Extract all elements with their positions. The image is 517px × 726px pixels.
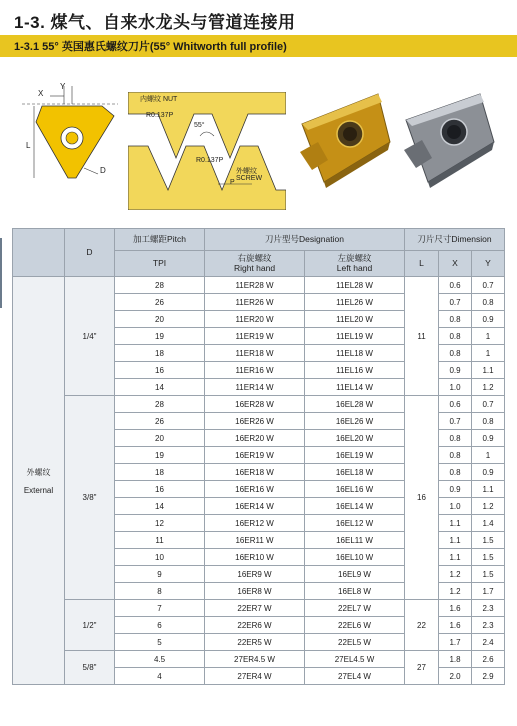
type-label-cn: 外螺纹 xyxy=(26,467,51,477)
tpi-cell: 10 xyxy=(115,549,205,566)
left-hand-cell: 16EL26 W xyxy=(305,413,405,430)
y-cell: 0.9 xyxy=(472,430,505,447)
header-d: D xyxy=(65,229,115,277)
y-cell: 2.3 xyxy=(472,600,505,617)
tpi-cell: 9 xyxy=(115,566,205,583)
left-hand-cell: 27EL4.5 W xyxy=(305,651,405,668)
right-hand-cell: 16ER11 W xyxy=(205,532,305,549)
right-hand-cell: 11ER16 W xyxy=(205,362,305,379)
y-cell: 0.8 xyxy=(472,294,505,311)
length-cell: 16 xyxy=(405,396,439,600)
diameter-cell: 5/8" xyxy=(65,651,115,685)
length-cell: 22 xyxy=(405,600,439,651)
tpi-cell: 14 xyxy=(115,379,205,396)
table-row xyxy=(13,651,505,668)
spec-table xyxy=(12,228,505,685)
y-cell: 0.7 xyxy=(472,396,505,413)
section-band xyxy=(0,35,517,57)
radius-top-label: R0.137P xyxy=(146,112,174,119)
x-cell: 1.7 xyxy=(439,634,472,651)
header-left-cn: 左旋螺纹 xyxy=(337,253,372,264)
left-hand-cell: 11EL26 W xyxy=(305,294,405,311)
dim-label-x: X xyxy=(38,89,44,98)
grey-insert-image xyxy=(400,90,500,190)
header-pitch: 加工螺距Pitch xyxy=(115,229,205,251)
right-hand-cell: 11ER14 W xyxy=(205,379,305,396)
y-cell: 1.5 xyxy=(472,566,505,583)
x-cell: 1.0 xyxy=(439,379,472,396)
y-cell: 1.2 xyxy=(472,379,505,396)
tpi-cell: 28 xyxy=(115,396,205,413)
header-dimension: 刀片尺寸Dimension xyxy=(405,229,505,251)
header-x: X xyxy=(439,251,472,277)
header-right-hand xyxy=(205,251,305,277)
y-cell: 0.9 xyxy=(472,464,505,481)
x-cell: 1.6 xyxy=(439,617,472,634)
left-hand-cell: 11EL28 W xyxy=(305,277,405,294)
left-hand-cell: 16EL10 W xyxy=(305,549,405,566)
gold-insert-image xyxy=(294,90,394,190)
radius-bottom-label: R0.137P xyxy=(196,157,224,164)
dim-label-d: D xyxy=(100,166,106,175)
table-row xyxy=(13,277,505,294)
x-cell: 0.8 xyxy=(439,430,472,447)
side-tab-marker xyxy=(0,238,2,308)
header-y: Y xyxy=(472,251,505,277)
y-cell: 1 xyxy=(472,447,505,464)
right-hand-cell: 16ER10 W xyxy=(205,549,305,566)
right-hand-cell: 16ER8 W xyxy=(205,583,305,600)
y-cell: 1.5 xyxy=(472,549,505,566)
x-cell: 0.8 xyxy=(439,328,472,345)
type-label-en: External xyxy=(23,485,54,495)
tpi-cell: 11 xyxy=(115,532,205,549)
tpi-cell: 4 xyxy=(115,668,205,685)
header-type-blank xyxy=(13,229,65,277)
left-hand-cell: 16EL11 W xyxy=(305,532,405,549)
x-cell: 1.2 xyxy=(439,566,472,583)
tpi-cell: 4.5 xyxy=(115,651,205,668)
tpi-cell: 26 xyxy=(115,294,205,311)
tpi-cell: 26 xyxy=(115,413,205,430)
left-hand-cell: 27EL4 W xyxy=(305,668,405,685)
tpi-cell: 28 xyxy=(115,277,205,294)
x-cell: 1.1 xyxy=(439,515,472,532)
right-hand-cell: 11ER18 W xyxy=(205,345,305,362)
right-hand-cell: 16ER9 W xyxy=(205,566,305,583)
right-hand-cell: 16ER26 W xyxy=(205,413,305,430)
header-l: L xyxy=(405,251,439,277)
x-cell: 0.8 xyxy=(439,447,472,464)
nut-label: 内螺纹 NUT xyxy=(140,96,178,103)
x-cell: 1.0 xyxy=(439,498,472,515)
y-cell: 1.1 xyxy=(472,362,505,379)
right-hand-cell: 16ER16 W xyxy=(205,481,305,498)
left-hand-cell: 16EL8 W xyxy=(305,583,405,600)
left-hand-cell: 16EL12 W xyxy=(305,515,405,532)
x-cell: 1.8 xyxy=(439,651,472,668)
right-hand-cell: 27ER4.5 W xyxy=(205,651,305,668)
left-hand-cell: 11EL20 W xyxy=(305,311,405,328)
tpi-cell: 6 xyxy=(115,617,205,634)
header-right-cn: 右旋螺纹 xyxy=(237,253,272,264)
left-hand-cell: 16EL28 W xyxy=(305,396,405,413)
page-title: 1-3. 煤气、自来水龙头与管道连接用 xyxy=(14,13,296,32)
diameter-cell: 1/4" xyxy=(65,277,115,396)
screw-label-en: SCREW xyxy=(236,175,263,182)
tpi-cell: 19 xyxy=(115,447,205,464)
length-cell: 27 xyxy=(405,651,439,685)
right-hand-cell: 16ER18 W xyxy=(205,464,305,481)
tpi-cell: 14 xyxy=(115,498,205,515)
right-hand-cell: 27ER4 W xyxy=(205,668,305,685)
tpi-cell: 12 xyxy=(115,515,205,532)
right-hand-cell: 16ER19 W xyxy=(205,447,305,464)
angle-label: 55° xyxy=(194,122,205,129)
dim-label-y: Y xyxy=(60,82,66,91)
tpi-cell: 20 xyxy=(115,430,205,447)
tpi-cell: 16 xyxy=(115,362,205,379)
left-hand-cell: 11EL14 W xyxy=(305,379,405,396)
right-hand-cell: 11ER19 W xyxy=(205,328,305,345)
right-hand-cell: 16ER14 W xyxy=(205,498,305,515)
right-hand-cell: 22ER5 W xyxy=(205,634,305,651)
x-cell: 0.7 xyxy=(439,413,472,430)
y-cell: 2.6 xyxy=(472,651,505,668)
tpi-cell: 8 xyxy=(115,583,205,600)
diameter-cell: 1/2" xyxy=(65,600,115,651)
x-cell: 0.8 xyxy=(439,345,472,362)
left-hand-cell: 16EL18 W xyxy=(305,464,405,481)
x-cell: 0.8 xyxy=(439,311,472,328)
left-hand-cell: 16EL16 W xyxy=(305,481,405,498)
y-cell: 1.5 xyxy=(472,532,505,549)
right-hand-cell: 22ER6 W xyxy=(205,617,305,634)
tpi-cell: 16 xyxy=(115,481,205,498)
right-hand-cell: 11ER20 W xyxy=(205,311,305,328)
right-hand-cell: 11ER28 W xyxy=(205,277,305,294)
tpi-cell: 18 xyxy=(115,464,205,481)
x-cell: 0.6 xyxy=(439,396,472,413)
y-cell: 1 xyxy=(472,345,505,362)
x-cell: 0.6 xyxy=(439,277,472,294)
x-cell: 0.8 xyxy=(439,464,472,481)
y-cell: 1.4 xyxy=(472,515,505,532)
section-subtitle: 1-3.1 55° 英国惠氏螺纹刀片(55° Whitworth full profile) xyxy=(14,41,287,53)
x-cell: 0.7 xyxy=(439,294,472,311)
left-hand-cell: 11EL19 W xyxy=(305,328,405,345)
x-cell: 1.1 xyxy=(439,532,472,549)
figure-area xyxy=(0,62,517,212)
x-cell: 0.9 xyxy=(439,362,472,379)
insert-dimension-drawing xyxy=(14,82,124,192)
x-cell: 1.1 xyxy=(439,549,472,566)
left-hand-cell: 11EL16 W xyxy=(305,362,405,379)
x-cell: 1.6 xyxy=(439,600,472,617)
left-hand-cell: 11EL18 W xyxy=(305,345,405,362)
tpi-cell: 7 xyxy=(115,600,205,617)
y-cell: 1.7 xyxy=(472,583,505,600)
tpi-cell: 20 xyxy=(115,311,205,328)
table-row xyxy=(13,600,505,617)
diameter-cell: 3/8" xyxy=(65,396,115,600)
length-cell: 11 xyxy=(405,277,439,396)
y-cell: 2.4 xyxy=(472,634,505,651)
left-hand-cell: 16EL14 W xyxy=(305,498,405,515)
header-designation: 刀片型号Designation xyxy=(205,229,405,251)
header-tpi: TPI xyxy=(115,251,205,277)
right-hand-cell: 16ER12 W xyxy=(205,515,305,532)
thread-profile-drawing xyxy=(128,92,286,210)
left-hand-cell: 22EL5 W xyxy=(305,634,405,651)
type-cell xyxy=(13,277,65,685)
pitch-label: P xyxy=(230,179,235,186)
y-cell: 1 xyxy=(472,328,505,345)
left-hand-cell: 22EL6 W xyxy=(305,617,405,634)
tpi-cell: 5 xyxy=(115,634,205,651)
x-cell: 0.9 xyxy=(439,481,472,498)
tpi-cell: 19 xyxy=(115,328,205,345)
left-hand-cell: 16EL19 W xyxy=(305,447,405,464)
tpi-cell: 18 xyxy=(115,345,205,362)
spec-table-wrap xyxy=(12,228,504,685)
y-cell: 2.3 xyxy=(472,617,505,634)
x-cell: 2.0 xyxy=(439,668,472,685)
y-cell: 0.8 xyxy=(472,413,505,430)
dim-label-l: L xyxy=(26,141,31,150)
right-hand-cell: 16ER20 W xyxy=(205,430,305,447)
left-hand-cell: 16EL20 W xyxy=(305,430,405,447)
right-hand-cell: 16ER28 W xyxy=(205,396,305,413)
header-right-en: Right hand xyxy=(233,262,276,273)
y-cell: 1.2 xyxy=(472,498,505,515)
header-left-en: Left hand xyxy=(336,262,373,273)
right-hand-cell: 11ER26 W xyxy=(205,294,305,311)
header-left-hand xyxy=(305,251,405,277)
y-cell: 0.9 xyxy=(472,311,505,328)
screw-label-cn: 外螺纹 xyxy=(236,168,257,175)
table-row xyxy=(13,396,505,413)
left-hand-cell: 16EL9 W xyxy=(305,566,405,583)
left-hand-cell: 22EL7 W xyxy=(305,600,405,617)
y-cell: 0.7 xyxy=(472,277,505,294)
y-cell: 2.9 xyxy=(472,668,505,685)
y-cell: 1.1 xyxy=(472,481,505,498)
x-cell: 1.2 xyxy=(439,583,472,600)
right-hand-cell: 22ER7 W xyxy=(205,600,305,617)
